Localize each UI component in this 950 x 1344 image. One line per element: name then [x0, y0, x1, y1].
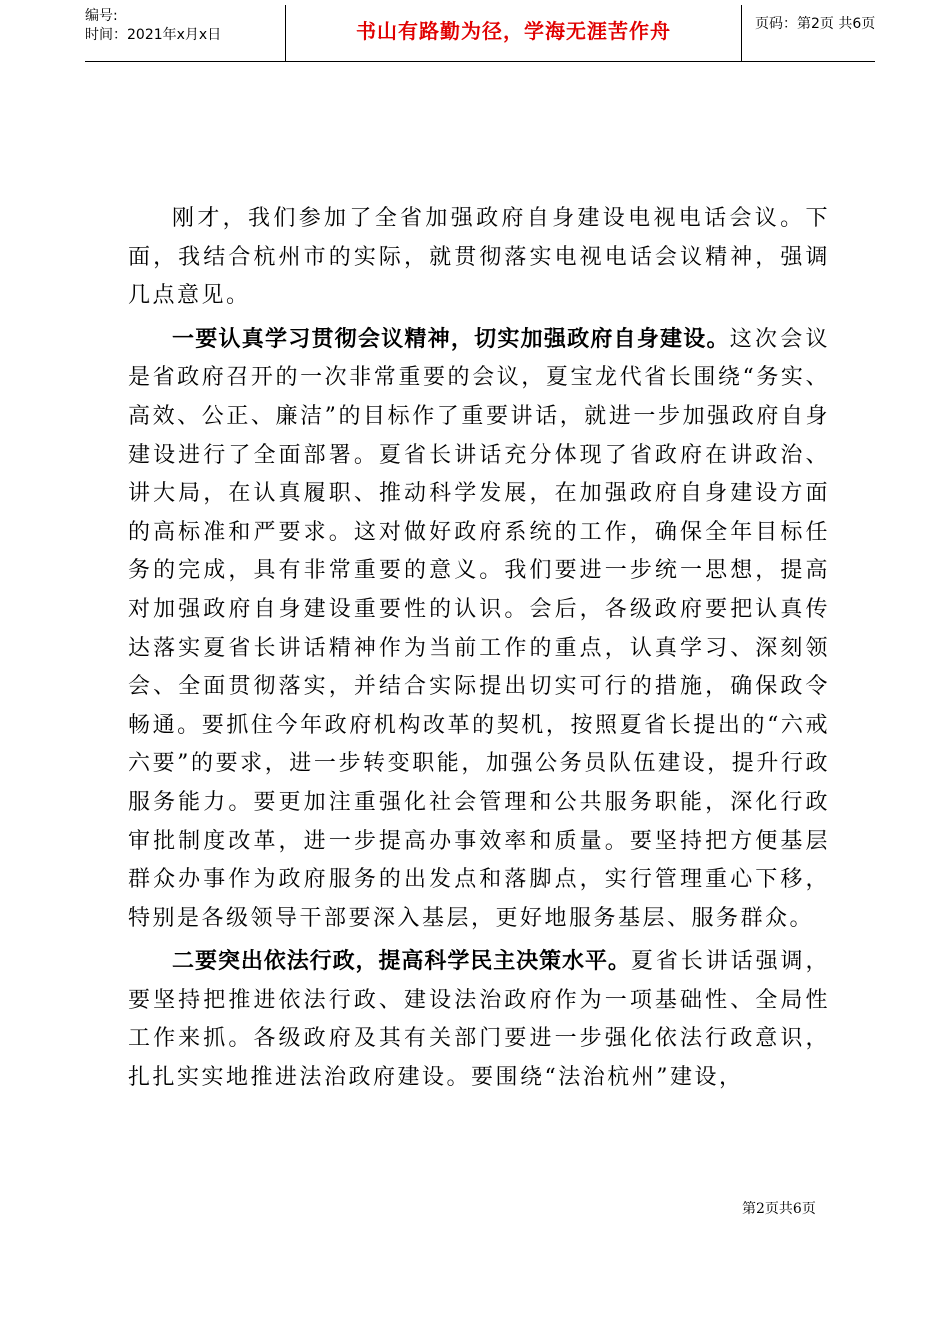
document-body	[128, 200, 830, 1098]
paragraph-1	[128, 200, 830, 316]
header-motto: 书山有路勤为径，学海无涯苦作舟	[356, 18, 671, 43]
paragraph-lead: 一要认真学习贯彻会议精神，切实加强政府自身建设。	[172, 326, 730, 352]
paragraph-text: 这次会议是省政府召开的一次非常重要的会议，夏宝龙代省长围绕“务实、高效、公正、廉洁”的目标作了重要讲话，就进一步加强政府自身建设进行了全面部署。夏省长讲话充分体现了省政府在讲政治、讲大局，在认真履职、推动科学发展，在加强政府自身建设方面的高标准和严要求。这对做好政府系统的工作，确保全年目标任务的完成，具有非常重要的意义。我们要进一步统一思想，提高对加强政府自身建设重要性的认识。会后，各级政府要把认真传达落实夏省长讲话精神作为当前工作的重点，认真学习、深刻领会、全面贯彻落实，并结合实际提出切实可行的措施，确保政令畅通。要抓住今年政府机构改革的契机，按照夏省长提出的“六戒六要”的要求，进一步转变职能，加强公务员队伍建设，提升行政服务能力。要更加注重强化社会管理和公共服务职能，深化行政审批制度改革，进一步提高办事效率和质量。要坚持把方便基层群众办事作为政府服务的出发点和落脚点，实行管理重心下移，特别是各级领导干部要深入基层，更好地服务基层、服务群众。	[128, 326, 830, 931]
header-motto-cell	[285, 5, 742, 61]
paragraph-lead: 二要突出依法行政，提高科学民主决策水平。	[172, 949, 631, 975]
page-header	[85, 5, 875, 62]
paragraph-text: 刚才，我们参加了全省加强政府自身建设电视电话会议。下面，我结合杭州市的实际，就贯彻落实电视电话会议精神，强调几点意见。	[128, 206, 830, 309]
paragraph-2	[128, 321, 830, 939]
paragraph-text: 夏省长讲话强调，要坚持把推进依法行政、建设法治政府作为一项基础性、全局性工作来抓。各级政府及其有关部门要进一步强化依法行政意识，扎扎实实地推进法治政府建设。要围绕“法治杭州”建设，	[128, 949, 830, 1091]
doc-date: 时间：2021年x月x日	[85, 27, 222, 43]
header-page-info: 页码：第2页 共6页	[755, 16, 876, 32]
page-footer: 第2页共6页	[742, 1201, 816, 1217]
paragraph-3	[128, 943, 830, 1097]
doc-code-label: 编号:	[85, 8, 118, 24]
header-meta	[85, 5, 285, 63]
